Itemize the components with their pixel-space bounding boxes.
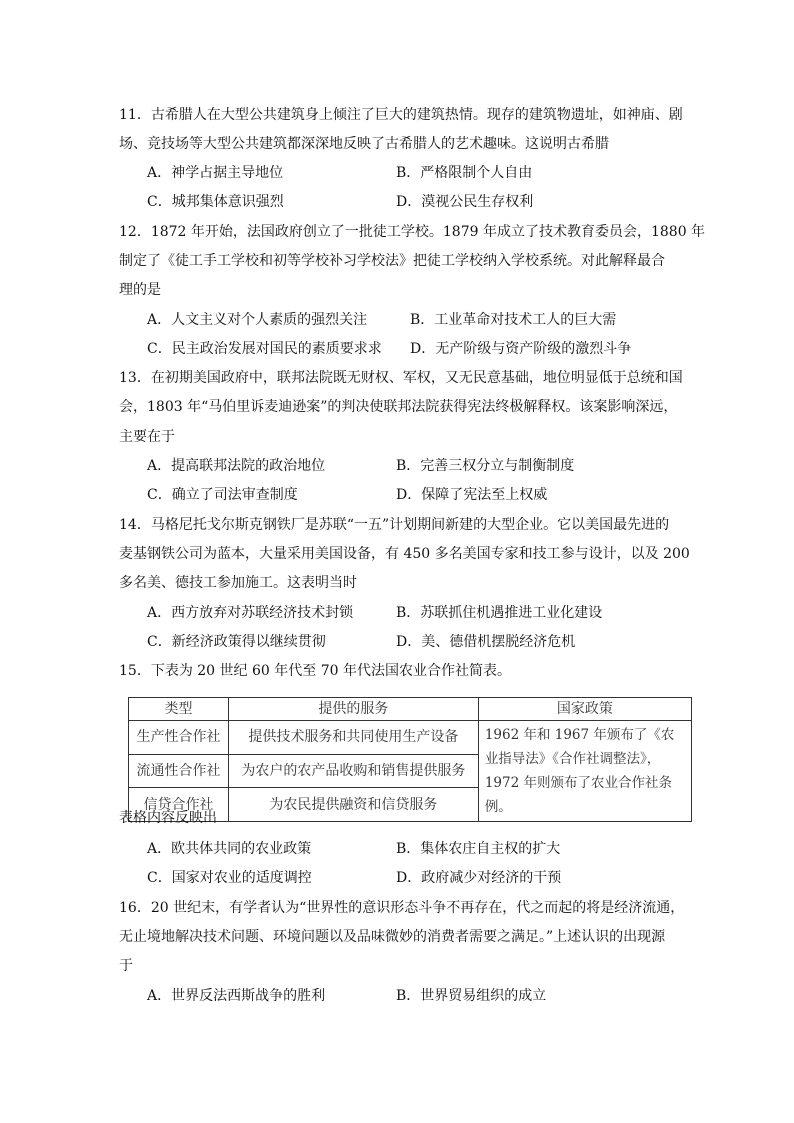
question-16-line-3: 于 [119, 958, 133, 974]
cooperative-table [128, 697, 692, 822]
question-12-line-3: 理的是 [119, 282, 161, 298]
question-13-option-a: A．提高联邦法院的政治地位 [147, 458, 326, 474]
table-cell-type: 信贷合作社 [129, 788, 229, 822]
table-header-row [129, 698, 692, 721]
question-14-option-b: B．苏联抓住机遇推进工业化建设 [396, 605, 603, 621]
question-13-option-d: D．保障了宪法至上权威 [396, 487, 548, 503]
question-14-option-c: C．新经济政策得以继续贯彻 [147, 634, 326, 650]
table-cell-type: 生产性合作社 [129, 721, 229, 755]
question-16-option-a: A．世界反法西斯战争的胜利 [147, 988, 326, 1004]
table-cell-type: 流通性合作社 [129, 754, 229, 788]
question-11-option-b: B．严格限制个人自由 [396, 165, 533, 181]
table-cell-service: 提供技术服务和共同使用生产设备 [228, 721, 478, 755]
question-13-line-1: 13．在初期美国政府中，联邦法院既无财权、军权，又无民意基础，地位明显低于总统和国 [119, 370, 683, 386]
table-row [129, 721, 692, 755]
question-14-option-a: A．西方放弃对苏联经济技术封锁 [147, 605, 354, 621]
question-12-option-b: B．工业革命对技术工人的巨大需 [410, 312, 617, 328]
question-15-option-b: B．集体农庄自主权的扩大 [396, 841, 561, 857]
question-11-line-1: 11．古希腊人在大型公共建筑身上倾注了巨大的建筑热情。现存的建筑物遗址，如神庙、剧 [119, 107, 683, 123]
question-14-line-1: 14．马格尼托戈尔斯克钢铁厂是苏联“一五”计划期间新建的大型企业。它以美国最先进的 [119, 517, 670, 533]
question-12-line-1: 12．1872 年开始，法国政府创立了一批徒工学校。1879 年成立了技术教育委员会，1880 年 [119, 224, 706, 240]
question-11-option-c: C．城邦集体意识强烈 [147, 194, 284, 210]
question-11-line-2: 场、竞技场等大型公共建筑都深深地反映了古希腊人的艺术趣味。这说明古希腊 [119, 136, 609, 152]
question-15-line-1: 15．下表为 20 世纪 60 年代至 70 年代法国农业合作社简表。 [119, 663, 511, 679]
question-16-line-2: 无止境地解决技术问题、环境问题以及品味微妙的消费者需要之满足。”上述认识的出现源 [119, 929, 666, 945]
question-16-line-1: 16．20 世纪末，有学者认为“世界性的意识形态斗争不再存在，代之而起的将是经济流通， [119, 900, 685, 916]
table-cell-policy: 1962 年和 1967 年颁布了《农业指导法》《合作社调整法》，1972 年则颁布了农业合作社条例。 [478, 721, 691, 822]
question-12-line-2: 制定了《徒工手工学校和初等学校补习学校法》把徒工学校纳入学校系统。对此解释最合 [119, 253, 665, 269]
question-16-option-b: B．世界贸易组织的成立 [396, 988, 547, 1004]
table-cell-service: 为农户的农产品收购和销售提供服务 [228, 754, 478, 788]
question-13-option-c: C．确立了司法审查制度 [147, 487, 298, 503]
question-14-line-2: 麦基钢铁公司为蓝本，大量采用美国设备，有 450 多名美国专家和技工参与设计，以及 200 [119, 546, 690, 562]
question-11-option-d: D．漠视公民生存权利 [396, 194, 534, 210]
question-14-line-3: 多名美、德技工参加施工。这表明当时 [119, 575, 357, 591]
table-header-cell: 国家政策 [478, 698, 691, 721]
question-13-line-3: 主要在于 [119, 429, 175, 445]
question-15-option-a: A．欧共体共同的农业政策 [147, 841, 312, 857]
question-12-option-d: D．无产阶级与资产阶级的激烈斗争 [410, 341, 632, 357]
table-header-cell: 类型 [129, 698, 229, 721]
question-12-option-c: C．民主政治发展对国民的素质要求求 [147, 341, 382, 357]
table-cell-service: 为农民提供融资和信贷服务 [228, 788, 478, 822]
question-13-line-2: 会，1803 年“马伯里诉麦迪逊案”的判决使联邦法院获得宪法终极解释权。该案影响深远， [119, 399, 678, 415]
question-15-option-c: C．国家对农业的适度调控 [147, 870, 312, 886]
question-14-option-d: D．美、德借机摆脱经济危机 [396, 634, 576, 650]
table-header-cell: 提供的服务 [228, 698, 478, 721]
question-15-after-table: 表格内容反映出 [119, 810, 217, 826]
question-12-option-a: A．人文主义对个人素质的强烈关注 [147, 312, 368, 328]
question-11-option-a: A．神学占据主导地位 [147, 165, 284, 181]
question-13-option-b: B．完善三权分立与制衡制度 [396, 458, 575, 474]
question-15-option-d: D．政府减少对经济的干预 [396, 870, 562, 886]
